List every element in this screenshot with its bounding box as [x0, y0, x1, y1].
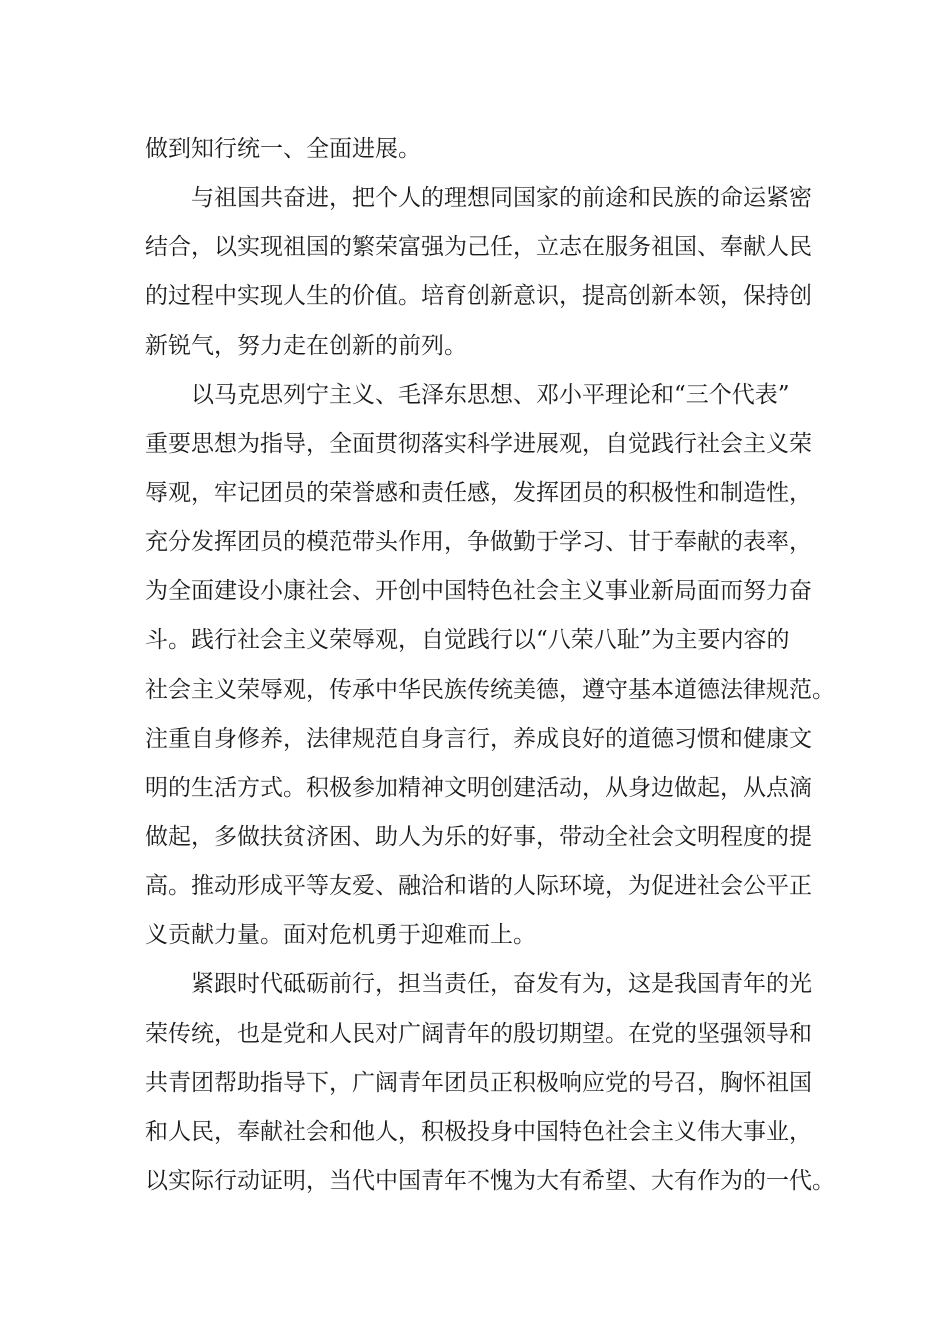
text-line: 做到知行统一、全面进展。	[145, 136, 421, 162]
paragraph-first-line: 与祖国共奋进，把个人的理想同国家的前途和民族的命运紧密	[191, 185, 812, 212]
text-line: 以实际行动证明，当代中国青年不愧为大有希望、大有作为的一代。	[145, 1167, 835, 1194]
text-line: 社会主义荣辱观，传承中华民族传统美德，遵守基本道德法律规范。	[145, 676, 835, 703]
text-line: 辱观，牢记团员的荣誉感和责任感，发挥团员的积极性和制造性，	[145, 479, 812, 506]
text-line: 做起，多做扶贫济困、助人为乐的好事，带动全社会文明程度的提	[145, 823, 812, 850]
text-line: 荣传统，也是党和人民对广阔青年的殷切期望。在党的坚强领导和	[145, 1020, 812, 1047]
text-line: 和人民，奉献社会和他人，积极投身中国特色社会主义伟大事业，	[145, 1118, 812, 1145]
text-line: 的过程中实现人生的价值。培育创新意识，提高创新本领，保持创	[145, 283, 812, 310]
paragraph-first-line: 紧跟时代砥砺前行，担当责任，奋发有为，这是我国青年的光	[191, 971, 812, 998]
text-line: 高。推动形成平等友爱、融洽和谐的人际环境，为促进社会公平正	[145, 873, 812, 900]
text-line: 新锐气，努力走在创新的前列。	[145, 332, 467, 359]
text-line: 结合，以实现祖国的繁荣富强为己任，立志在服务祖国、奉献人民	[145, 234, 812, 261]
text-line: 共青团帮助指导下，广阔青年团员正积极响应党的号召，胸怀祖国	[145, 1069, 812, 1096]
text-line: 斗。践行社会主义荣辱观，自觉践行以“八荣八耻”为主要内容的	[145, 627, 790, 654]
text-line: 为全面建设小康社会、开创中国特色社会主义事业新局面而努力奋	[145, 578, 812, 605]
text-line: 义贡献力量。面对危机勇于迎难而上。	[145, 922, 536, 949]
text-line: 注重自身修养，法律规范自身言行，养成良好的道德习惯和健康文	[145, 725, 812, 752]
text-line: 充分发挥团员的模范带头作用，争做勤于学习、甘于奉献的表率，	[145, 529, 812, 556]
paragraph-first-line: 以马克思列宁主义、毛泽东思想、邓小平理论和“三个代表”	[191, 381, 790, 408]
document-body	[145, 125, 835, 1206]
text-line: 明的生活方式。积极参加精神文明创建活动，从身边做起，从点滴	[145, 774, 812, 801]
text-line: 重要思想为指导，全面贯彻落实科学进展观，自觉践行社会主义荣	[145, 430, 812, 457]
